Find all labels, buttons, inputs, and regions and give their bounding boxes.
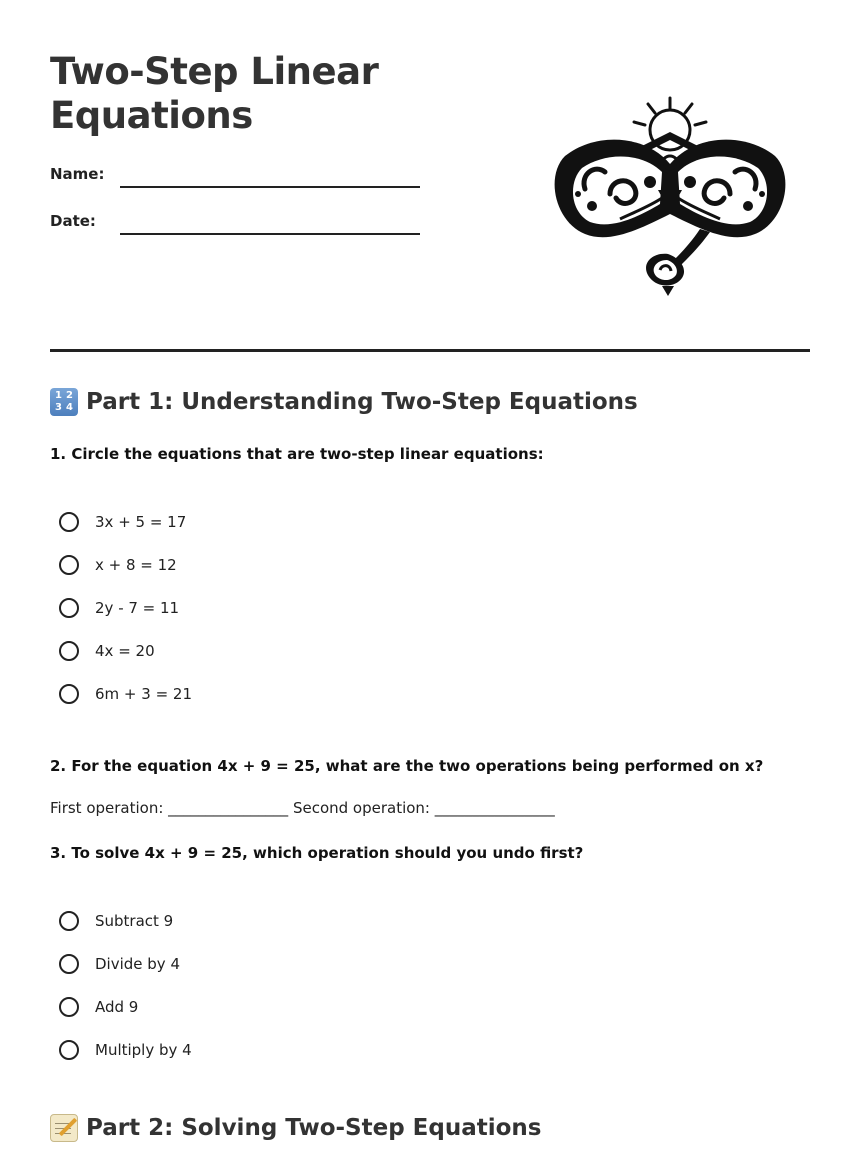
radio-button[interactable]: [59, 954, 79, 974]
input-numbers-icon: [50, 388, 78, 416]
q1-option[interactable]: [59, 684, 192, 704]
q3-option[interactable]: [59, 1040, 192, 1060]
part2-title: Part 2: Solving Two-Step Equations: [86, 1115, 542, 1141]
part1-heading: [50, 388, 638, 416]
q2-answer-line[interactable]: First operation: ________________ Second operation: ________________: [50, 799, 555, 817]
q3-option[interactable]: [59, 954, 180, 974]
title-line-1: Two-Step Linear: [50, 50, 379, 93]
option-label: Subtract 9: [95, 912, 174, 930]
question-3: 3. To solve 4x + 9 = 25, which operation should you undo first?: [50, 844, 584, 862]
part2-heading: [50, 1114, 542, 1142]
page-title: [50, 50, 378, 138]
title-line-2: Equations: [50, 94, 253, 137]
option-label: x + 8 = 12: [95, 556, 177, 574]
date-field[interactable]: [120, 233, 420, 235]
memo-icon: [50, 1114, 78, 1142]
radio-button[interactable]: [59, 1040, 79, 1060]
radio-button[interactable]: [59, 997, 79, 1017]
icon-digit: 4: [66, 402, 73, 413]
q1-option[interactable]: [59, 512, 186, 532]
tribal-sun-turtle-logo: [550, 94, 790, 299]
name-label: Name:: [50, 165, 105, 183]
question-1: 1. Circle the equations that are two-step linear equations:: [50, 445, 544, 463]
option-label: Add 9: [95, 998, 139, 1016]
option-label: 4x = 20: [95, 642, 155, 660]
option-label: 3x + 5 = 17: [95, 513, 187, 531]
icon-digit: 3: [55, 402, 62, 413]
option-label: 6m + 3 = 21: [95, 685, 192, 703]
radio-button[interactable]: [59, 598, 79, 618]
radio-button[interactable]: [59, 911, 79, 931]
q3-option[interactable]: [59, 911, 173, 931]
q1-option[interactable]: [59, 598, 179, 618]
header-divider: [50, 349, 810, 352]
name-field[interactable]: [120, 186, 420, 188]
part1-title: Part 1: Understanding Two-Step Equations: [86, 389, 638, 415]
q1-option[interactable]: [59, 641, 155, 661]
q1-option[interactable]: [59, 555, 177, 575]
radio-button[interactable]: [59, 641, 79, 661]
option-label: 2y - 7 = 11: [95, 599, 180, 617]
radio-button[interactable]: [59, 555, 79, 575]
q3-option[interactable]: [59, 997, 138, 1017]
radio-button[interactable]: [59, 512, 79, 532]
icon-digit: 1: [55, 390, 62, 401]
date-label: Date:: [50, 212, 96, 230]
icon-digit: 2: [66, 390, 73, 401]
radio-button[interactable]: [59, 684, 79, 704]
option-label: Multiply by 4: [95, 1041, 192, 1059]
option-label: Divide by 4: [95, 955, 180, 973]
question-2: 2. For the equation 4x + 9 = 25, what are the two operations being performed on x?: [50, 757, 764, 775]
